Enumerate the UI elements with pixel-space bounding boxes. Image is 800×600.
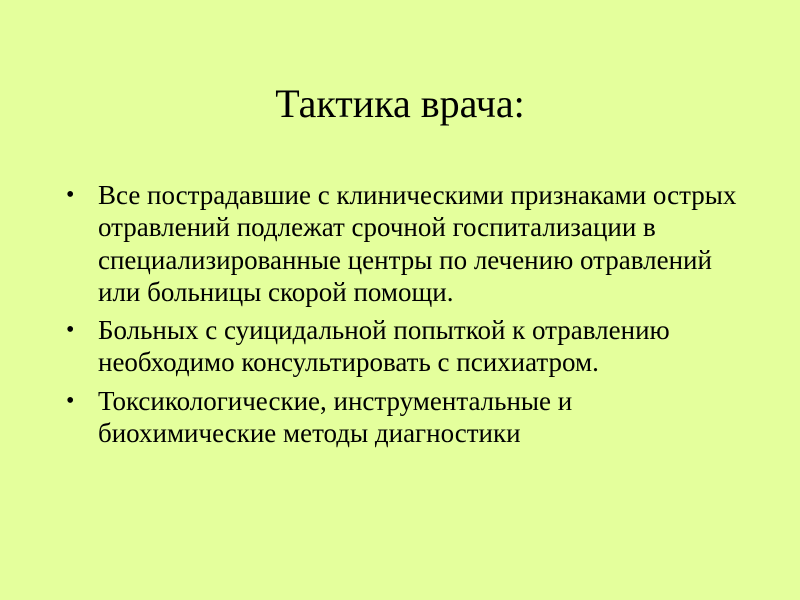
bullet-marker: • xyxy=(66,317,75,344)
bullet-marker: • xyxy=(66,387,75,414)
bullet-item xyxy=(62,385,742,450)
bullet-text: Все пострадавшие с клиническими признаками острых отравлений подлежат срочной госпитализации в специализированные центры по лечению отравлений или больницы скорой помощи. xyxy=(98,180,737,307)
bullet-text: Больных с суицидальной попыткой к отравлению необходимо консультировать с психиатром. xyxy=(98,315,670,378)
bullet-text: Токсикологические, инструментальные и биохимические методы диагностики xyxy=(98,385,573,449)
bullet-item xyxy=(62,314,742,379)
bullet-marker: • xyxy=(66,182,75,208)
bullet-item xyxy=(62,179,742,308)
bullet-list xyxy=(62,179,742,455)
slide-title: Тактика врача: xyxy=(275,81,525,126)
